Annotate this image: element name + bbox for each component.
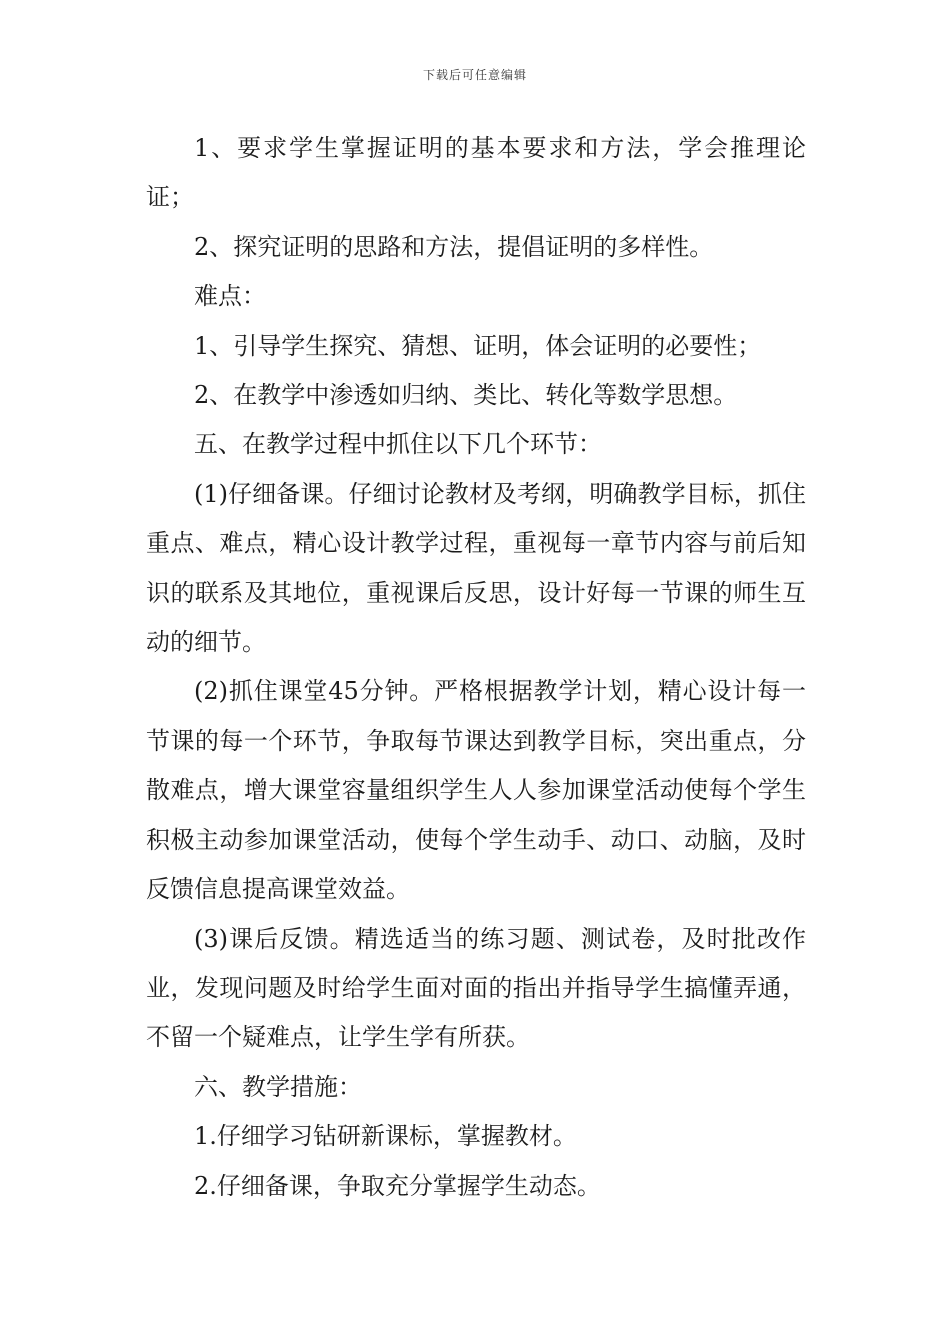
paragraph-difficulty-1: 1、引导学生探究、猜想、证明，体会证明的必要性； [194, 331, 762, 360]
paragraph-difficulties-heading: 难点： [194, 282, 266, 311]
page-header: 下载后可任意编辑 [422, 68, 527, 82]
paragraph-step-3: (3)课后反馈。精选适当的练习题、测试卷，及时批改作业，发现问题及时给学生面对面的指出并指导学生搞懂弄通，不留一个疑难点，让学生学有所获。 [146, 924, 806, 1052]
paragraph-key-point-1: 1、要求学生掌握证明的基本要求和方法，学会推理论证； [146, 134, 806, 212]
paragraph-difficulty-2: 2、在教学中渗透如归纳、类比、转化等数学思想。 [194, 381, 738, 410]
paragraph-step-1: (1)仔细备课。仔细讨论教材及考纲，明确教学目标，抓住重点、难点，精心设计教学过程，重视每一章节内容与前后知识的联系及其地位，重视课后反思，设计好每一节课的师生互动的细节。 [146, 479, 806, 657]
paragraph-step-2: (2)抓住课堂45分钟。严格根据教学计划，精心设计每一节课的每一个环节，争取每节课达到教学目标，突出重点，分散难点，增大课堂容量组织学生人人参加课堂活动使每个学生积极主动参加课堂活动，使每个学生动手、动口、动脑，及时反馈信息提高课堂效益。 [146, 677, 806, 904]
paragraph-key-point-2: 2、探究证明的思路和方法，提倡证明的多样性。 [194, 232, 714, 261]
paragraph-measure-1: 1.仔细学习钻研新课标，掌握教材。 [194, 1122, 577, 1151]
paragraph-measure-2: 2.仔细备课，争取充分掌握学生动态。 [194, 1171, 601, 1200]
section-heading-five: 五、在教学过程中抓住以下几个环节： [194, 430, 602, 459]
document-body [146, 124, 806, 1211]
section-heading-six: 六、教学措施： [194, 1072, 362, 1101]
